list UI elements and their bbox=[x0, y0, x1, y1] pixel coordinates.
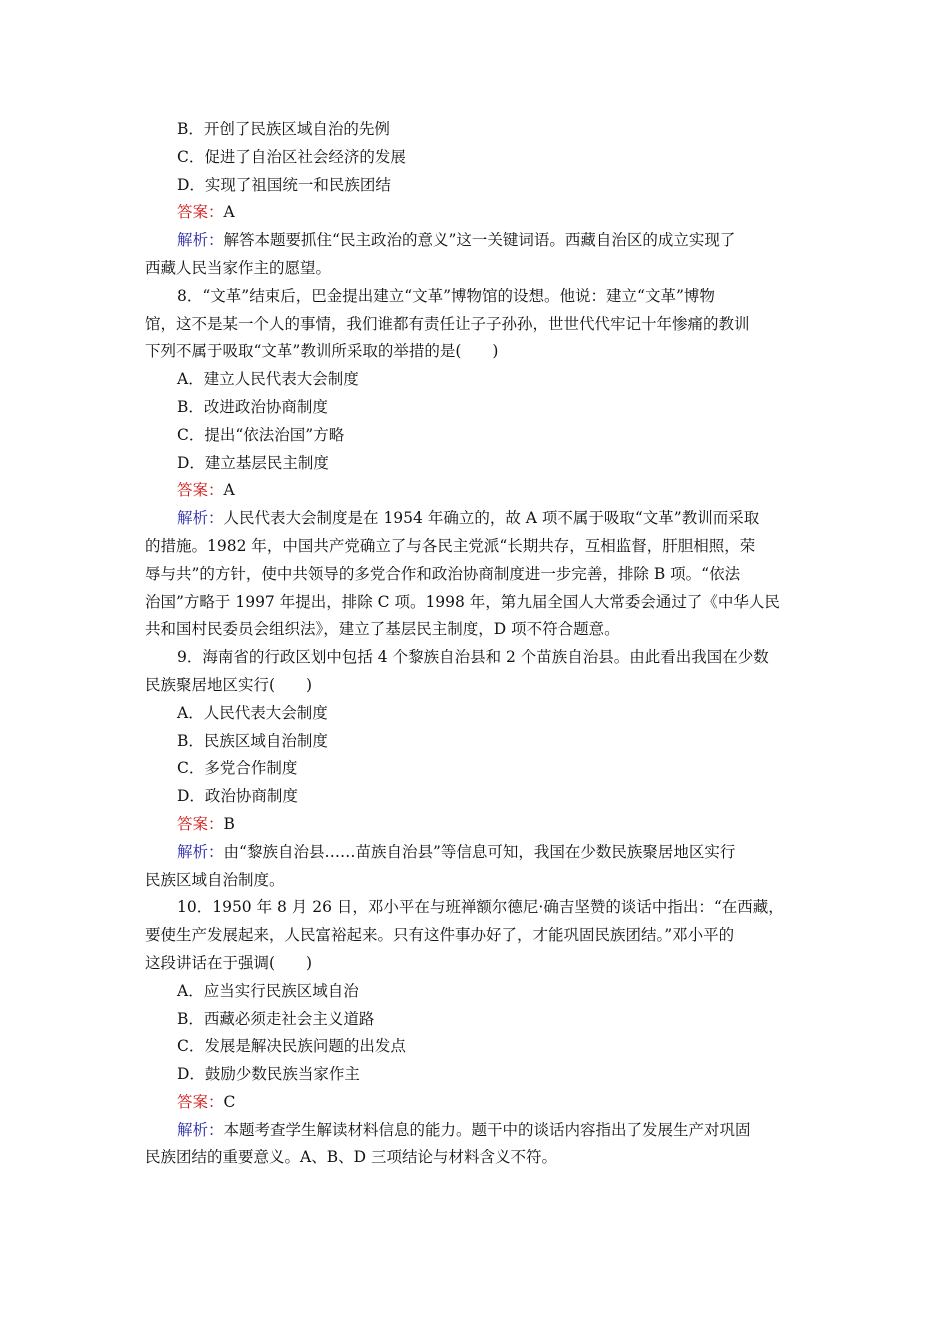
analysis-label: 解析： bbox=[177, 1120, 224, 1139]
question-stem: 馆，这不是某一个人的事情，我们谁都有责任让子子孙孙，世世代代牢记十年惨痛的教训 bbox=[145, 314, 750, 333]
analysis-line bbox=[145, 839, 815, 867]
analysis-text: 治国”方略于 1997 年提出，排除 C 项。1998 年，第九届全国人大常委会通过了《中华人民 bbox=[145, 592, 780, 611]
question-8 bbox=[145, 283, 815, 644]
analysis-text: 民族区域自治制度。 bbox=[145, 870, 285, 889]
analysis-line bbox=[145, 227, 815, 255]
answer-label: 答案： bbox=[177, 481, 224, 500]
answer-line bbox=[145, 477, 815, 505]
analysis-label: 解析： bbox=[177, 842, 224, 861]
analysis-label: 解析： bbox=[177, 231, 224, 250]
analysis-text: 西藏人民当家作主的愿望。 bbox=[145, 258, 332, 277]
question-stem: 10．1950 年 8 月 26 日，邓小平在与班禅额尔德尼·确吉坚赞的谈话中指出：“在西藏， bbox=[177, 898, 784, 917]
document-page bbox=[145, 116, 815, 1172]
question-7 bbox=[145, 116, 815, 283]
option-d: D．建立基层民主制度 bbox=[177, 453, 329, 472]
option-b: B．民族区域自治制度 bbox=[177, 731, 328, 750]
answer-value: A bbox=[223, 203, 235, 222]
question-stem: 要使生产发展起来，人民富裕起来。只有这件事办好了，才能巩固民族团结。”邓小平的 bbox=[145, 926, 735, 945]
analysis-text: 人民代表大会制度是在 1954 年确立的，故 A 项不属于吸取“文革”教训而采取 bbox=[223, 509, 760, 528]
answer-value: A bbox=[223, 481, 235, 500]
option-a: A．人民代表大会制度 bbox=[177, 703, 328, 722]
answer-label: 答案： bbox=[177, 203, 224, 222]
analysis-text: 民族团结的重要意义。A、B、D 三项结论与材料含义不符。 bbox=[145, 1148, 557, 1167]
option-d: D．实现了祖国统一和民族团结 bbox=[177, 175, 391, 194]
analysis-line bbox=[145, 1117, 815, 1145]
option-a: A．建立人民代表大会制度 bbox=[177, 370, 359, 389]
question-10 bbox=[145, 894, 815, 1172]
option-b: B．改进政治协商制度 bbox=[177, 397, 328, 416]
option-c: C．促进了自治区社会经济的发展 bbox=[177, 147, 406, 166]
answer-label: 答案： bbox=[177, 1092, 224, 1111]
option-b: B．开创了民族区域自治的先例 bbox=[177, 120, 390, 138]
option-c: C．多党合作制度 bbox=[177, 759, 298, 778]
option-d: D．鼓励少数民族当家作主 bbox=[177, 1065, 360, 1084]
analysis-text: 本题考查学生解读材料信息的能力。题干中的谈话内容指出了发展生产对巩固 bbox=[223, 1120, 751, 1139]
analysis-label: 解析： bbox=[177, 509, 224, 528]
question-stem: 民族聚居地区实行( ) bbox=[145, 675, 313, 694]
answer-line bbox=[145, 199, 815, 227]
analysis-text: 由“黎族自治县……苗族自治县”等信息可知，我国在少数民族聚居地区实行 bbox=[223, 842, 736, 861]
answer-value: B bbox=[223, 814, 235, 833]
option-b: B．西藏必须走社会主义道路 bbox=[177, 1009, 375, 1028]
answer-value: C bbox=[223, 1092, 236, 1111]
answer-label: 答案： bbox=[177, 814, 224, 833]
analysis-text: 解答本题要抓住“民主政治的意义”这一关键词语。西藏自治区的成立实现了 bbox=[223, 231, 736, 250]
analysis-text: 的措施。1982 年，中国共产党确立了与各民主党派“长期共存，互相监督，肝胆相照，荣 bbox=[145, 536, 756, 555]
analysis-text: 共和国村民委员会组织法》，建立了基层民主制度，D 项不符合题意。 bbox=[145, 620, 620, 639]
question-9 bbox=[145, 644, 815, 894]
option-c: C．提出“依法治国”方略 bbox=[177, 425, 345, 444]
option-a: A．应当实行民族区域自治 bbox=[177, 981, 359, 1000]
analysis-text: 辱与共”的方针，使中共领导的多党合作和政治协商制度进一步完善，排除 B 项。“依法 bbox=[145, 564, 741, 583]
analysis-line bbox=[145, 505, 815, 533]
option-c: C．发展是解决民族问题的出发点 bbox=[177, 1037, 406, 1056]
question-stem: 8．“文革”结束后，巴金提出建立“文革”博物馆的设想。他说：建立“文革”博物 bbox=[177, 286, 715, 305]
question-stem: 下列不属于吸取“文革”教训所采取的举措的是( ) bbox=[145, 342, 499, 361]
question-stem: 9．海南省的行政区划中包括 4 个黎族自治县和 2 个苗族自治县。由此看出我国在少数 bbox=[177, 648, 769, 667]
question-stem: 这段讲话在于强调( ) bbox=[145, 953, 313, 972]
option-d: D．政治协商制度 bbox=[177, 787, 298, 806]
answer-line bbox=[145, 1089, 815, 1117]
answer-line bbox=[145, 811, 815, 839]
